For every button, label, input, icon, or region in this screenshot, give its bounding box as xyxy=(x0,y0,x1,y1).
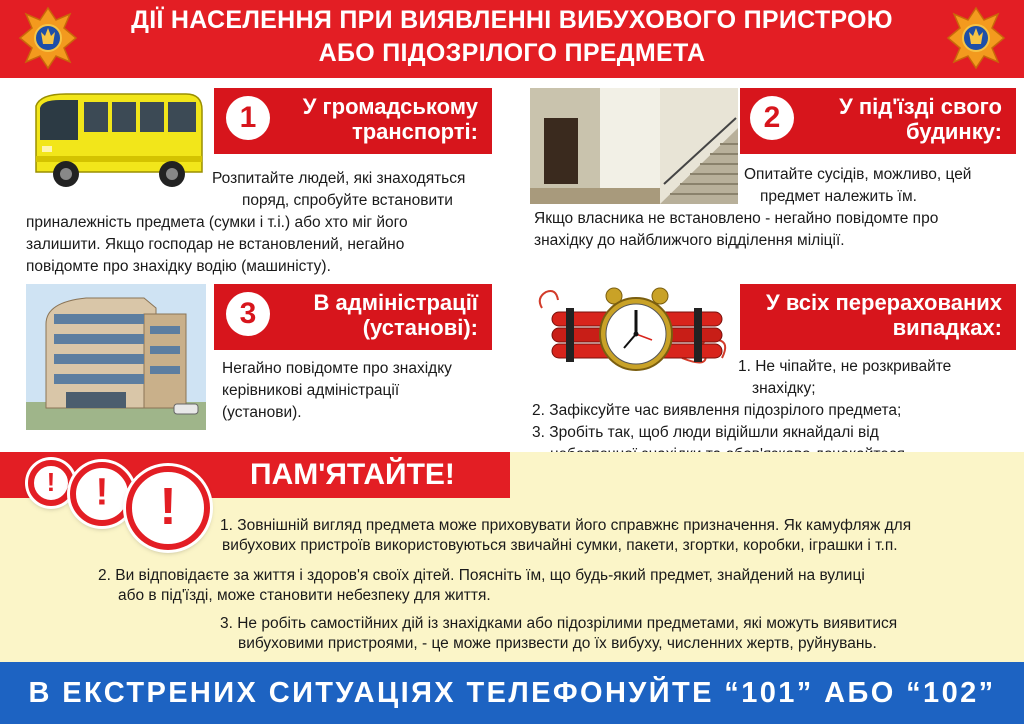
remember-item-line: 3. Не робіть самостійних дій із знахідками або підозрілими предметами, які можуть виявитися xyxy=(220,615,898,632)
remember-item-line: вибуховими пристроями, - це може призвести до їх вибуху, численних жертв, руйнувань. xyxy=(238,635,877,652)
office-building-photo xyxy=(26,284,206,430)
header-banner xyxy=(0,0,1024,78)
warning-glyph: ! xyxy=(159,477,177,536)
emergency-phone-text: В ЕКСТРЕНИХ СИТУАЦІЯХ ТЕЛЕФОНУЙТЕ “101” АБО “102” xyxy=(28,677,996,709)
rescue-service-emblem-icon xyxy=(18,6,78,70)
remember-item-1 xyxy=(220,516,1020,556)
text-line: 3. Зробіть так, щоб люди відійшли якнайдалі від xyxy=(532,424,879,441)
remember-item-2 xyxy=(98,566,998,606)
remember-item-line: 2. Ви відповідаєте за життя і здоров'я своїх дітей. Поясніть їм, що будь-який предмет, знайдений на вулиці xyxy=(98,567,865,584)
remember-item-line: 1. Зовнішній вигляд предмета може приховувати його справжнє призначення. Як камуфляж для xyxy=(220,517,912,534)
section-transport-text xyxy=(26,168,516,278)
text-line: предмет належить їм. xyxy=(760,188,917,205)
warning-icon xyxy=(28,460,74,506)
rescue-service-emblem-icon xyxy=(946,6,1006,70)
text-line: поряд, спробуйте встановити xyxy=(242,192,453,209)
page-title-line-2: АБО ПІДОЗРІЛОГО ПРЕДМЕТА xyxy=(318,39,706,67)
text-line: Опитайте сусідів, можливо, цей xyxy=(744,166,972,183)
section-administration-title-line-2: (установі): xyxy=(362,315,478,340)
text-line: знахідку до найближчого відділення міліції. xyxy=(534,232,845,249)
text-line: (установи). xyxy=(222,404,302,421)
section-administration-number: 3 xyxy=(226,292,270,336)
warning-icon xyxy=(70,462,134,526)
section-administration-text xyxy=(222,358,512,424)
remember-title: ПАМ'ЯТАЙТЕ! xyxy=(250,458,455,491)
text-line: залишити. Якщо господар не встановлений, негайно xyxy=(26,236,405,253)
text-line: 2. Зафіксуйте час виявлення підозрілого предмета; xyxy=(532,402,902,419)
warning-glyph: ! xyxy=(46,466,56,497)
section-transport-title-line-2: транспорті: xyxy=(351,119,478,144)
remember-item-3 xyxy=(220,614,1020,654)
section-entrance-title-line-1: У під'їзді свого xyxy=(839,94,1002,119)
section-entrance-title-line-2: будинку: xyxy=(905,119,1002,144)
page-title-line-1: ДІЇ НАСЕЛЕННЯ ПРИ ВИЯВЛЕННІ ВИБУХОВОГО ПРИСТРОЮ xyxy=(131,6,893,34)
text-line: Розпитайте людей, які знаходяться xyxy=(212,170,466,187)
text-line: повідомте про знахідку водію (машиністу). xyxy=(26,258,331,275)
text-line: керівникові адміністрації xyxy=(222,382,400,399)
warning-glyph: ! xyxy=(95,471,109,514)
text-line: Негайно повідомте про знахідку xyxy=(222,360,452,377)
section-administration-title-line-1: В адміністрації xyxy=(313,290,478,315)
section-transport-number: 1 xyxy=(226,96,270,140)
remember-item-line: вибухових пристроїв використовуються звичайні сумки, пакети, згортки, коробки, іграшки і т.п. xyxy=(222,537,898,554)
text-line: Якщо власника не встановлено - негайно повідомте про xyxy=(534,210,939,227)
section-entrance-number: 2 xyxy=(750,96,794,140)
section-all-cases-title-box xyxy=(740,284,1016,350)
emergency-footer xyxy=(0,662,1024,724)
section-transport-title-line-1: У громадському xyxy=(302,94,478,119)
section-all-cases-title-line-1: У всіх перерахованих xyxy=(766,290,1002,315)
warning-icon xyxy=(126,466,210,550)
remember-item-line: або в під'їзді, може становити небезпеку для життя. xyxy=(118,587,491,604)
text-line: знахідку; xyxy=(752,380,816,397)
page-title xyxy=(90,4,934,70)
section-entrance-text xyxy=(534,164,1020,252)
text-line: приналежність предмета (сумки і т.і.) або хто міг його xyxy=(26,214,408,231)
section-all-cases-title-line-2: випадках: xyxy=(892,315,1002,340)
text-line: 1. Не чіпайте, не розкривайте xyxy=(738,358,952,375)
